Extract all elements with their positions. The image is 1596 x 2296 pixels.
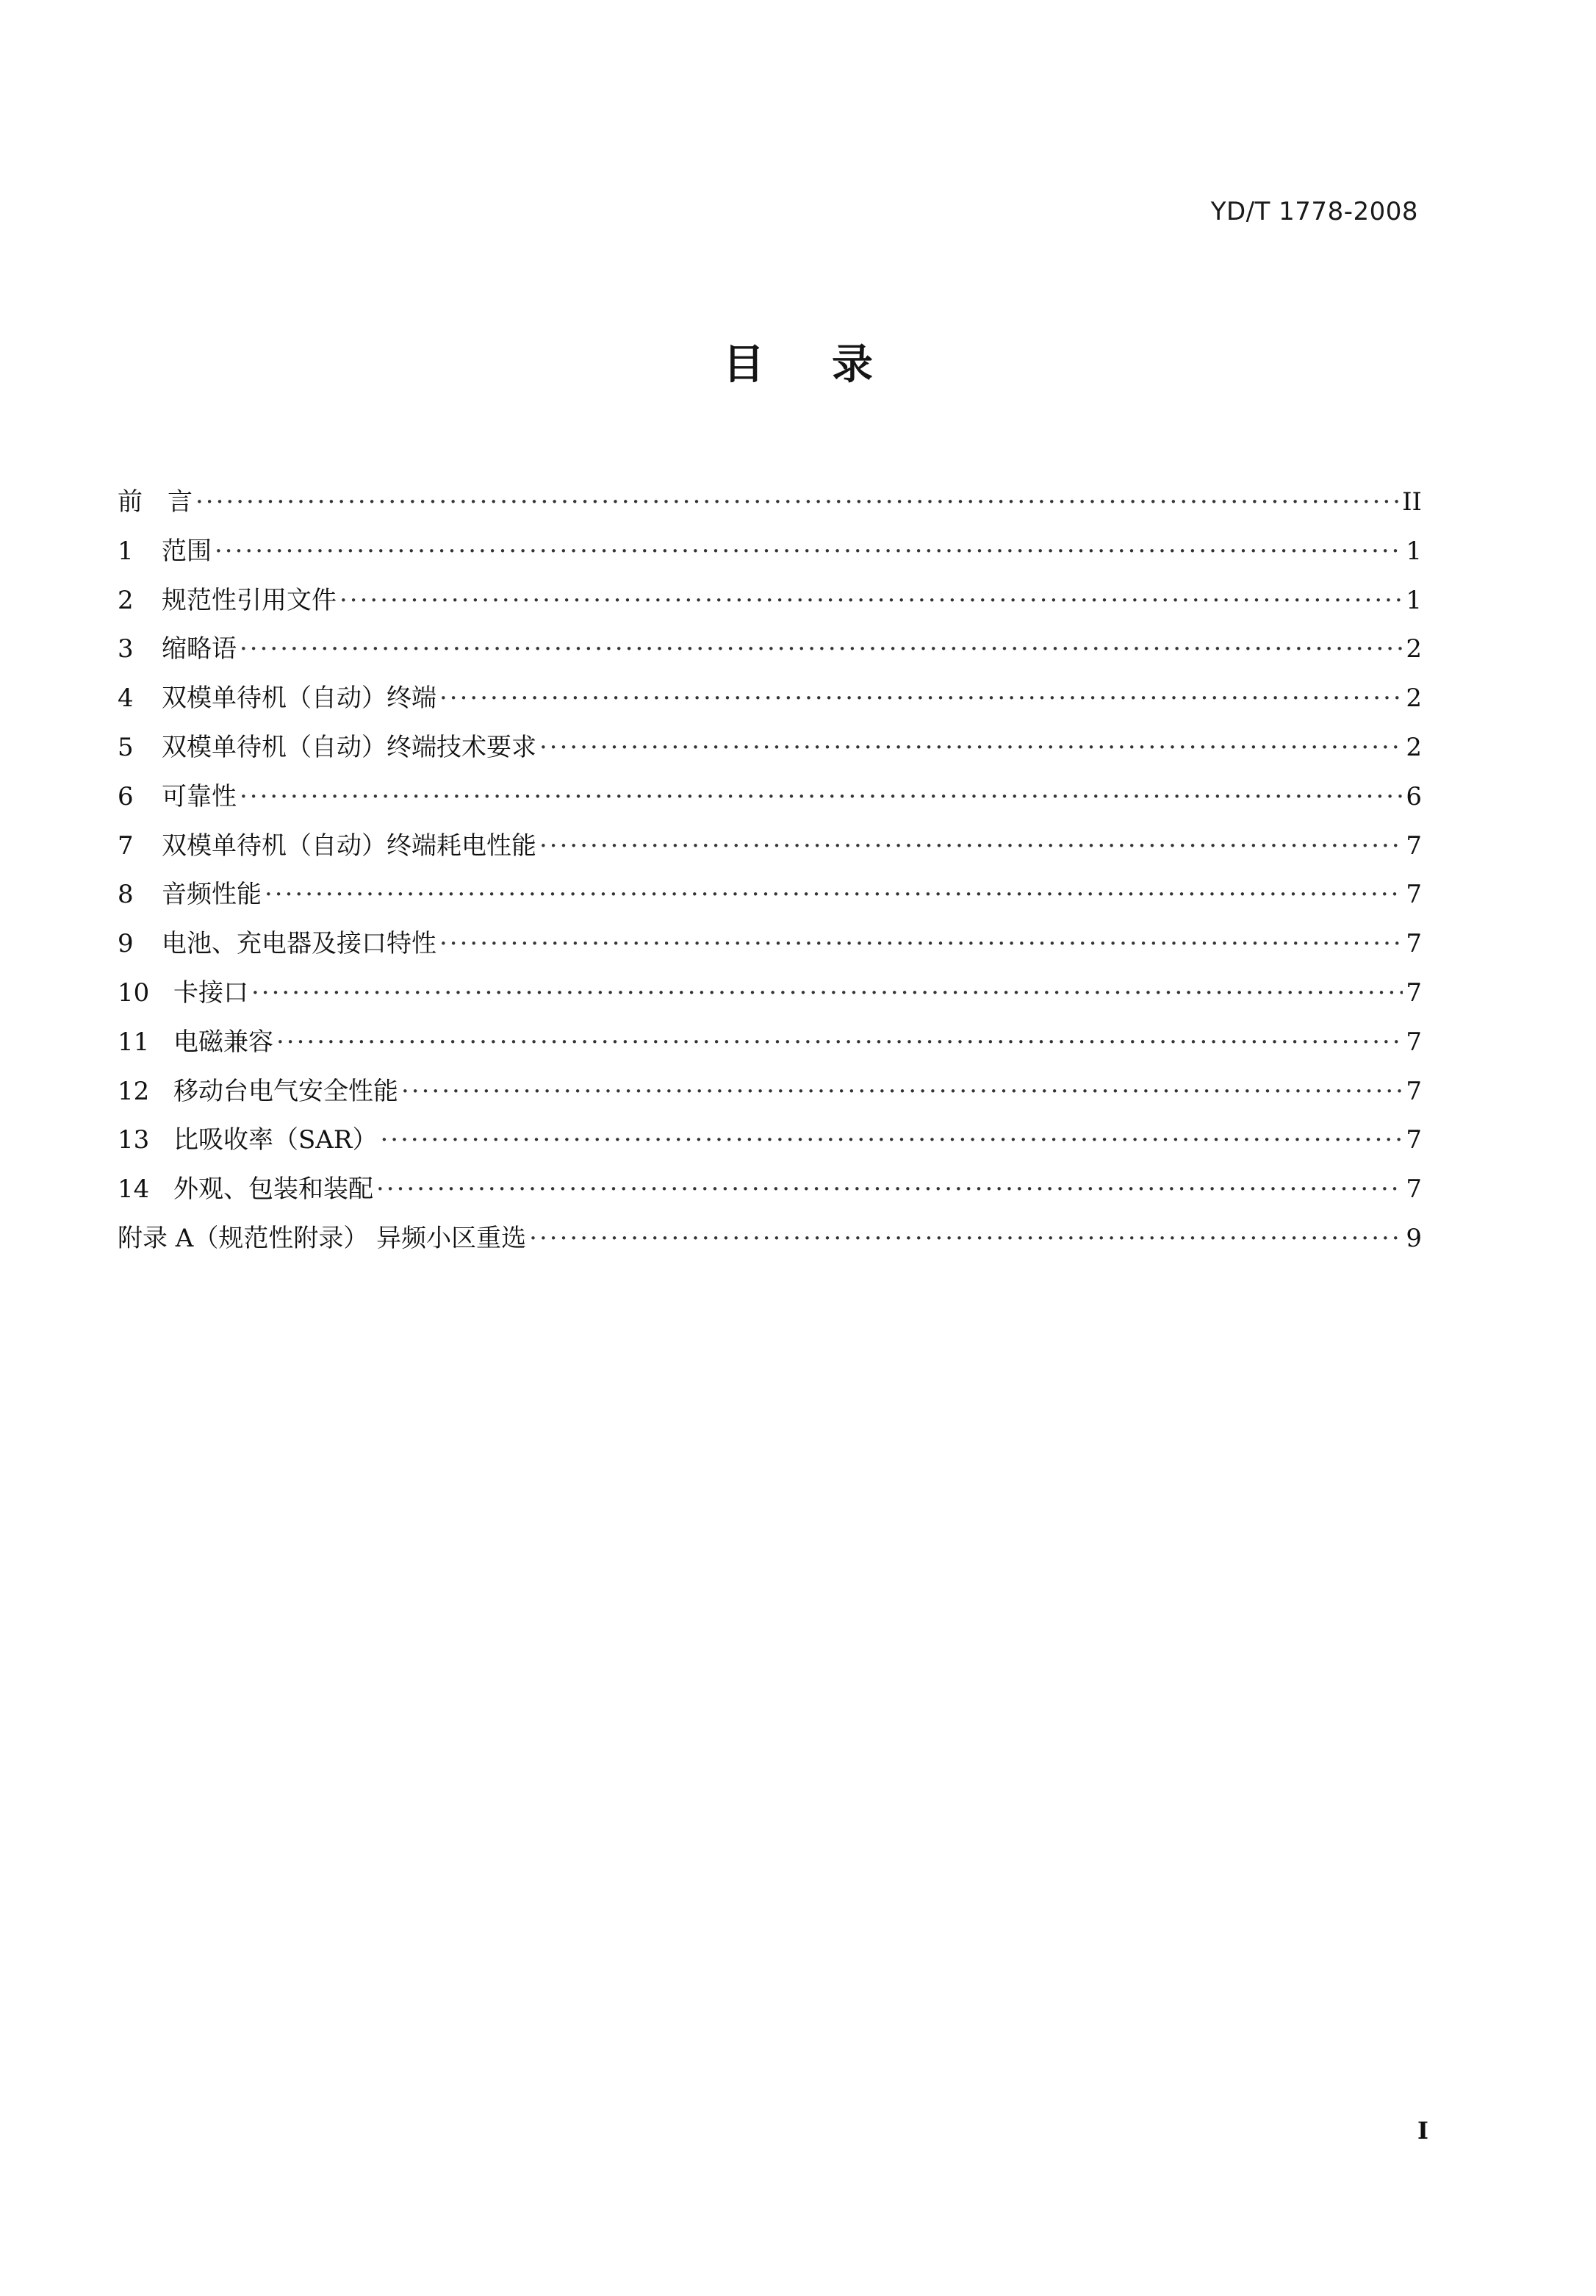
dot-leader — [529, 1214, 1403, 1263]
toc-entry-1[interactable] — [118, 527, 1422, 576]
toc-entry-page: 7 — [1406, 1027, 1422, 1057]
dot-leader — [240, 772, 1403, 822]
toc-entry-label: 范围 — [162, 536, 212, 566]
toc-entry-10[interactable] — [118, 969, 1422, 1018]
toc-entry-9[interactable] — [118, 919, 1422, 969]
dot-leader — [251, 969, 1403, 1018]
toc-entry-page: 9 — [1406, 1223, 1422, 1253]
toc-entry-label: 前 言 — [118, 487, 193, 517]
dot-leader — [376, 1165, 1403, 1214]
table-of-contents — [118, 478, 1422, 1263]
toc-entry-page: 2 — [1406, 634, 1422, 664]
toc-entry-page: 1 — [1406, 585, 1422, 615]
toc-entry-label: 电池、充电器及接口特性 — [162, 929, 436, 959]
toc-entry-3[interactable] — [118, 625, 1422, 674]
dot-leader — [240, 625, 1403, 674]
toc-entry-page: 7 — [1406, 880, 1422, 910]
toc-entry-label: 比吸收率（SAR） — [173, 1125, 378, 1155]
dot-leader — [276, 1018, 1403, 1067]
toc-entry-page: 7 — [1406, 1076, 1422, 1106]
toc-entry-page: 2 — [1406, 684, 1422, 714]
dot-leader — [539, 723, 1403, 772]
toc-entry-number: 12 — [118, 1076, 150, 1106]
toc-entry-label: 缩略语 — [162, 634, 237, 664]
toc-entry-6[interactable] — [118, 772, 1422, 822]
toc-entry-page: 7 — [1406, 1125, 1422, 1155]
toc-entry-number: 4 — [118, 684, 134, 714]
toc-entry-label: 可靠性 — [162, 781, 237, 811]
toc-entry-page: 7 — [1406, 1174, 1422, 1205]
toc-entry-2[interactable] — [118, 576, 1422, 625]
dot-leader — [439, 919, 1403, 969]
toc-entry-number: 11 — [118, 1027, 150, 1057]
dot-leader — [215, 527, 1403, 576]
toc-entry-page: 6 — [1406, 781, 1422, 811]
toc-entry-label: 规范性引用文件 — [162, 585, 337, 615]
toc-entry-label: 卡接口 — [173, 977, 248, 1008]
toc-entry-8[interactable] — [118, 870, 1422, 919]
toc-entry-number: 7 — [118, 830, 134, 861]
dot-leader — [401, 1067, 1403, 1116]
toc-entry-11[interactable] — [118, 1018, 1422, 1067]
toc-entry-page: 7 — [1406, 830, 1422, 861]
toc-entry-number: 9 — [118, 929, 134, 959]
toc-entry-number: 2 — [118, 585, 134, 615]
toc-entry-number: 1 — [118, 536, 134, 566]
toc-entry-label: 音频性能 — [162, 880, 262, 910]
dot-leader — [339, 576, 1403, 625]
toc-entry-12[interactable] — [118, 1067, 1422, 1116]
page-title: 目录 — [723, 341, 941, 389]
toc-entry-label: 电磁兼容 — [173, 1027, 273, 1057]
toc-entry-label: 双模单待机（自动）终端 — [162, 684, 436, 714]
toc-entry-page: 2 — [1406, 732, 1422, 762]
dot-leader — [380, 1116, 1403, 1165]
toc-entry-5[interactable] — [118, 723, 1422, 772]
toc-entry-label: 双模单待机（自动）终端技术要求 — [162, 732, 536, 762]
toc-entry-number: 3 — [118, 634, 134, 664]
toc-entry-number: 10 — [118, 977, 150, 1008]
toc-entry-14[interactable] — [118, 1165, 1422, 1214]
toc-entry-page: 7 — [1406, 977, 1422, 1008]
toc-entry-page: II — [1402, 487, 1422, 517]
toc-entry-appendix-a[interactable] — [118, 1214, 1422, 1263]
page-number: I — [1417, 2117, 1428, 2145]
toc-entry-number: 13 — [118, 1125, 150, 1155]
dot-leader — [265, 870, 1403, 919]
toc-entry-label: 附录 A（规范性附录） 异频小区重选 — [118, 1223, 527, 1253]
toc-entry-page: 7 — [1406, 929, 1422, 959]
toc-entry-foreword[interactable] — [118, 478, 1422, 527]
toc-entry-number: 6 — [118, 781, 134, 811]
toc-entry-label: 移动台电气安全性能 — [173, 1076, 398, 1106]
dot-leader — [439, 674, 1403, 723]
toc-entry-number: 14 — [118, 1174, 150, 1205]
toc-entry-number: 5 — [118, 732, 134, 762]
toc-entry-number: 8 — [118, 880, 134, 910]
toc-entry-label: 外观、包装和装配 — [173, 1174, 373, 1205]
toc-entry-label: 双模单待机（自动）终端耗电性能 — [162, 830, 536, 861]
dot-leader — [195, 478, 1399, 527]
dot-leader — [539, 822, 1403, 871]
standard-code: YD/T 1778-2008 — [1210, 197, 1418, 226]
toc-entry-7[interactable] — [118, 822, 1422, 871]
toc-entry-page: 1 — [1406, 536, 1422, 566]
toc-entry-4[interactable] — [118, 674, 1422, 723]
toc-entry-13[interactable] — [118, 1116, 1422, 1165]
